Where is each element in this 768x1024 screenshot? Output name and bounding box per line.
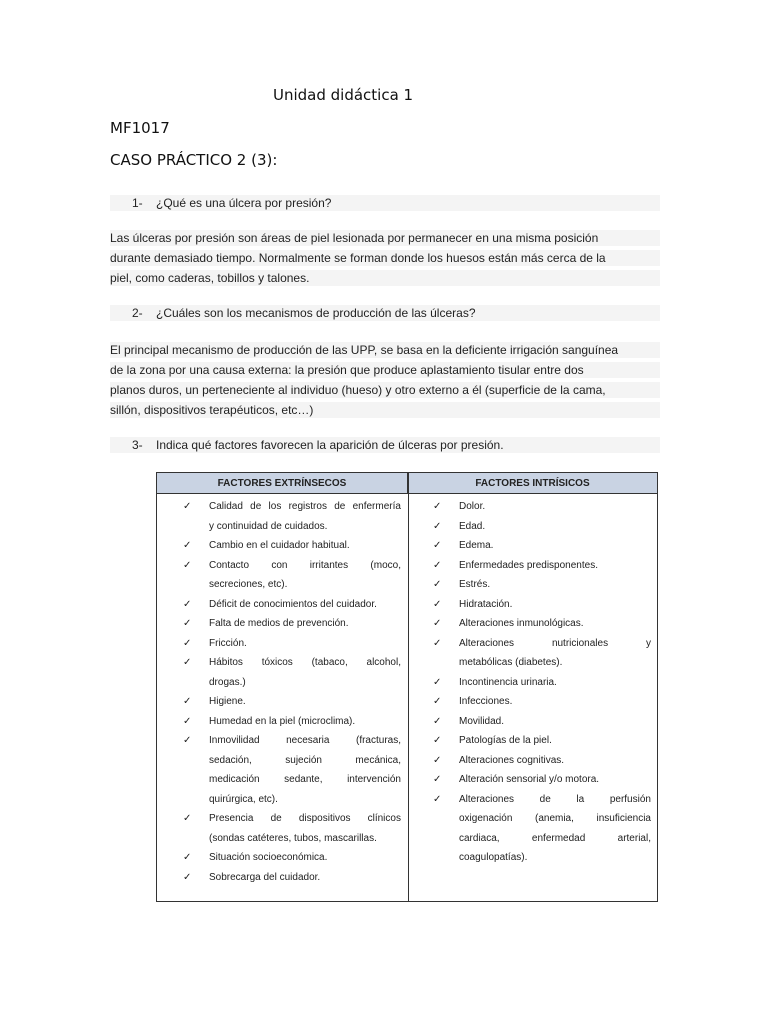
factor-text: Edema. xyxy=(459,540,494,551)
document-title: Unidad didáctica 1 xyxy=(273,86,414,104)
check-icon: ✓ xyxy=(433,579,442,590)
extrinsic-factors-list xyxy=(183,497,401,887)
factor-item xyxy=(183,868,401,888)
factor-item xyxy=(433,614,651,634)
factor-text: Contacto con irritantes (moco, xyxy=(209,559,401,571)
header-extrinsic-factors: FACTORES EXTRÍNSECOS xyxy=(157,473,408,494)
factor-item xyxy=(433,556,651,576)
factor-text: Dolor. xyxy=(459,501,486,512)
check-icon: ✓ xyxy=(433,715,442,727)
question-1 xyxy=(110,195,660,211)
factor-text: Movilidad. xyxy=(459,715,505,727)
factor-text: Edad. xyxy=(459,520,486,532)
factor-item xyxy=(183,712,401,732)
factor-item xyxy=(433,692,651,712)
check-icon: ✓ xyxy=(433,618,442,629)
check-icon: ✓ xyxy=(183,871,192,883)
check-icon: ✓ xyxy=(183,598,192,610)
check-icon: ✓ xyxy=(433,540,442,551)
factor-text: (sondas catéteres, tubos, mascarillas. xyxy=(209,832,377,844)
check-icon: ✓ xyxy=(183,618,192,629)
factor-item xyxy=(183,809,401,848)
factor-text: sedación, sujeción mecánica, xyxy=(209,754,401,766)
question-number: 3- xyxy=(132,438,143,452)
factor-text: Situación socioeconómica. xyxy=(209,852,328,863)
factor-item xyxy=(433,497,651,517)
factor-text: Sobrecarga del cuidador. xyxy=(209,871,321,883)
question-text: ¿Qué es una úlcera por presión? xyxy=(156,196,332,210)
question-text: Indica qué factores favorecen la aparición de úlceras por presión. xyxy=(156,438,504,452)
factor-text: cardiaca, enfermedad arterial, xyxy=(459,832,651,844)
intrinsic-factors-list xyxy=(433,497,651,868)
factor-item xyxy=(433,634,651,673)
column-divider xyxy=(408,473,409,901)
check-icon: ✓ xyxy=(183,501,192,512)
factor-item xyxy=(183,595,401,615)
factor-text: Higiene. xyxy=(209,696,246,707)
factor-item xyxy=(433,673,651,693)
factor-text: Patologías de la piel. xyxy=(459,735,552,746)
factor-text: Cambio en el cuidador habitual. xyxy=(209,540,350,551)
factor-text: Infecciones. xyxy=(459,696,513,707)
factor-text: medicación sedante, intervención xyxy=(209,774,401,785)
check-icon: ✓ xyxy=(433,501,442,512)
factors-table xyxy=(156,472,658,902)
factor-item xyxy=(183,731,401,809)
check-icon: ✓ xyxy=(183,559,192,571)
answer-2 xyxy=(110,342,660,422)
factor-item xyxy=(183,653,401,692)
check-icon: ✓ xyxy=(183,540,192,551)
answer-line: durante demasiado tiempo. Normalmente se forman donde los huesos están más cerca de la xyxy=(110,250,660,266)
factor-item xyxy=(433,575,651,595)
check-icon: ✓ xyxy=(433,520,442,532)
factor-text: Enfermedades predisponentes. xyxy=(459,559,598,571)
factor-text: quirúrgica, etc). xyxy=(209,793,278,805)
factor-text: Humedad en la piel (microclima). xyxy=(209,715,356,727)
check-icon: ✓ xyxy=(433,559,442,571)
factor-item xyxy=(433,595,651,615)
factor-text: drogas.) xyxy=(209,676,246,688)
check-icon: ✓ xyxy=(183,715,192,727)
factor-item xyxy=(433,751,651,771)
question-number: 2- xyxy=(132,306,143,320)
factor-item xyxy=(433,790,651,868)
answer-line: El principal mecanismo de producción de las UPP, se basa en la deficiente irrigación sanguínea xyxy=(110,342,660,358)
factor-item xyxy=(183,556,401,595)
factor-text: metabólicas (diabetes). xyxy=(459,657,563,668)
factor-text: Alteraciones de la perfusión xyxy=(459,793,651,805)
answer-line: de la zona por una causa externa: la presión que produce aplastamiento tisular entre dos xyxy=(110,362,660,378)
check-icon: ✓ xyxy=(433,696,442,707)
answer-1 xyxy=(110,230,660,290)
factor-text: Alteraciones nutricionales y xyxy=(459,637,651,649)
factor-text: Incontinencia urinaria. xyxy=(459,676,557,688)
question-number: 1- xyxy=(132,196,143,210)
check-icon: ✓ xyxy=(183,735,192,746)
question-2 xyxy=(110,305,660,321)
factor-item xyxy=(183,536,401,556)
factor-text: Déficit de conocimientos del cuidador. xyxy=(209,598,377,610)
factor-text: oxigenación (anemia, insuficiencia xyxy=(459,813,651,824)
factor-item xyxy=(183,634,401,654)
check-icon: ✓ xyxy=(433,637,442,649)
course-code: MF1017 xyxy=(110,119,170,137)
check-icon: ✓ xyxy=(183,852,192,863)
factor-item xyxy=(183,692,401,712)
check-icon: ✓ xyxy=(433,676,442,688)
question-3 xyxy=(110,437,660,453)
answer-line: sillón, dispositivos terapéuticos, etc…) xyxy=(110,402,660,418)
factor-text: Estrés. xyxy=(459,579,491,590)
factor-text: Alteración sensorial y/o motora. xyxy=(459,774,600,785)
factor-item xyxy=(183,614,401,634)
check-icon: ✓ xyxy=(433,735,442,746)
check-icon: ✓ xyxy=(433,598,442,610)
factor-item xyxy=(433,731,651,751)
question-text: ¿Cuáles son los mecanismos de producción de las úlceras? xyxy=(156,306,476,320)
header-intrinsic-factors: FACTORES INTRÍSICOS xyxy=(408,473,657,494)
case-title: CASO PRÁCTICO 2 (3): xyxy=(110,151,278,169)
factor-item xyxy=(433,770,651,790)
factor-text: Fricción. xyxy=(209,637,247,649)
answer-line: Las úlceras por presión son áreas de piel lesionada por permanecer en una misma posición xyxy=(110,230,660,246)
factor-item xyxy=(433,536,651,556)
factor-text: Calidad de los registros de enfermería xyxy=(209,501,401,512)
answer-line: planos duros, un perteneciente al individuo (hueso) y otro externo a él (superficie de la cama, xyxy=(110,382,660,398)
factor-text: Alteraciones cognitivas. xyxy=(459,754,565,766)
factor-text: Hábitos tóxicos (tabaco, alcohol, xyxy=(209,657,401,668)
factor-item xyxy=(433,712,651,732)
factor-text: Falta de medios de prevención. xyxy=(209,618,349,629)
factor-item xyxy=(183,848,401,868)
check-icon: ✓ xyxy=(183,657,192,668)
factor-text: secreciones, etc). xyxy=(209,579,288,590)
check-icon: ✓ xyxy=(433,793,442,805)
factor-item xyxy=(433,517,651,537)
factor-text: y continuidad de cuidados. xyxy=(209,520,328,532)
check-icon: ✓ xyxy=(433,754,442,766)
check-icon: ✓ xyxy=(183,813,192,824)
factor-text: Alteraciones inmunológicas. xyxy=(459,618,584,629)
factor-text: Presencia de dispositivos clínicos xyxy=(209,813,401,824)
check-icon: ✓ xyxy=(433,774,442,785)
factor-text: Inmovilidad necesaria (fracturas, xyxy=(209,735,401,746)
factor-item xyxy=(183,497,401,536)
check-icon: ✓ xyxy=(183,637,192,649)
factor-text: coagulopatías). xyxy=(459,852,528,863)
factor-text: Hidratación. xyxy=(459,598,513,610)
check-icon: ✓ xyxy=(183,696,192,707)
answer-line: piel, como caderas, tobillos y talones. xyxy=(110,270,660,286)
